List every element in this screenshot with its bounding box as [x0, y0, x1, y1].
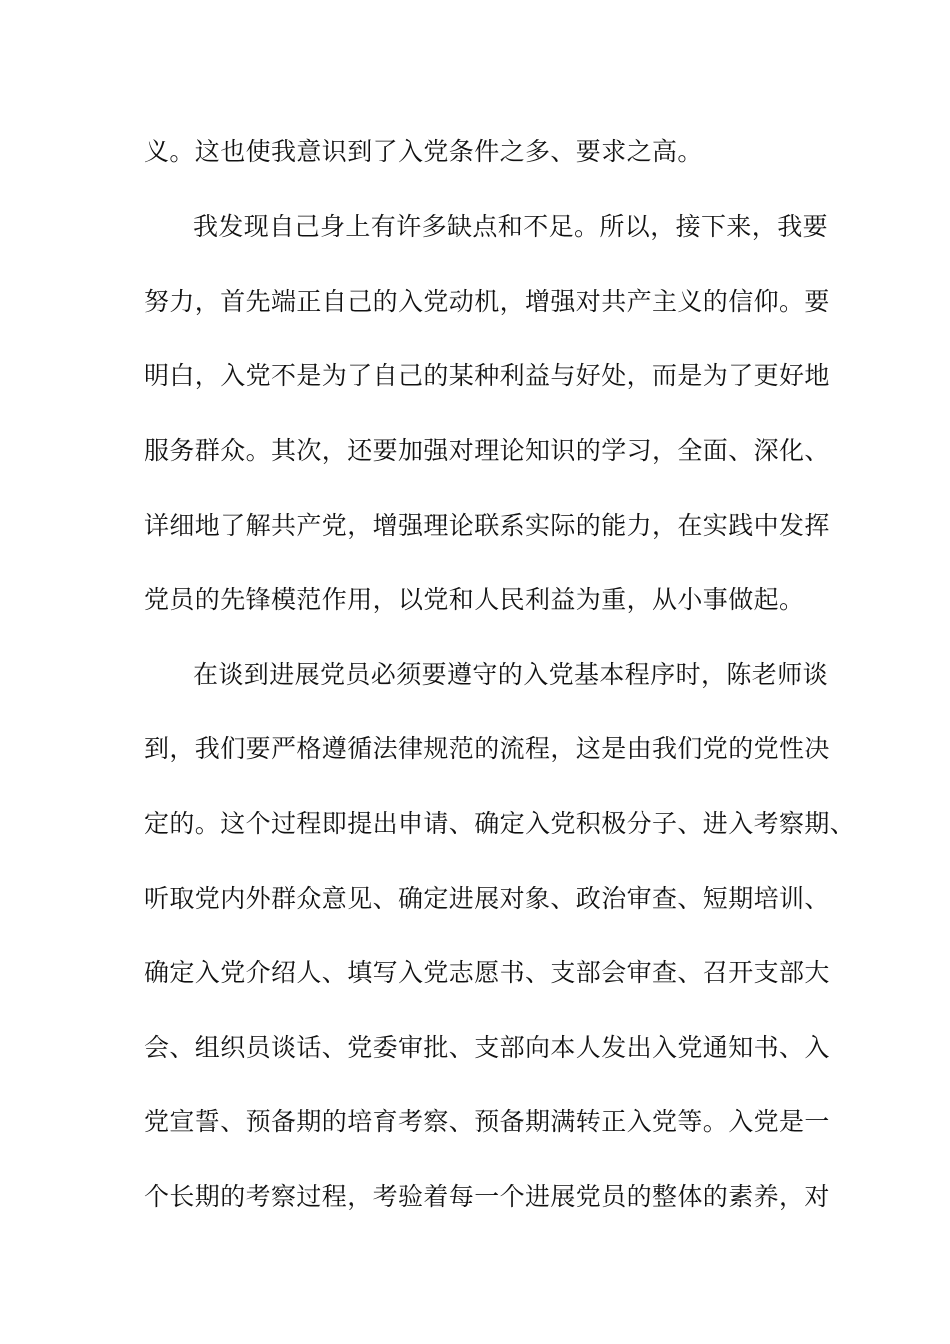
- text-line: 努力，首先端正自己的入党动机，增强对共产主义的信仰。要: [144, 287, 830, 316]
- text-line: 会、组织员谈话、党委审批、支部向本人发出入党通知书、入: [144, 1033, 830, 1062]
- text-line: 义。这也使我意识到了入党条件之多、要求之高。: [144, 137, 703, 166]
- text-line: 详细地了解共产党，增强理论联系实际的能力，在实践中发挥: [144, 511, 830, 540]
- paragraph-first-line: 在谈到进展党员必须要遵守的入党基本程序时，陈老师谈: [193, 660, 829, 689]
- text-line: 个长期的考察过程，考验着每一个进展党员的整体的素养，对: [144, 1182, 830, 1211]
- paragraph-first-line: 我发现自己身上有许多缺点和不足。所以，接下来，我要: [193, 212, 829, 241]
- text-line: 确定入党介绍人、填写入党志愿书、支部会审查、召开支部大: [144, 958, 830, 987]
- text-line: 到，我们要严格遵循法律规范的流程，这是由我们党的党性决: [144, 734, 830, 763]
- text-line: 明白，入党不是为了自己的某种利益与好处，而是为了更好地: [144, 361, 830, 390]
- text-line: 党宣誓、预备期的培育考察、预备期满转正入党等。入党是一: [144, 1107, 830, 1136]
- text-line: 定的。这个过程即提出申请、确定入党积极分子、进入考察期、: [144, 809, 856, 838]
- text-line: 党员的先锋模范作用，以党和人民利益为重，从小事做起。: [144, 585, 805, 614]
- text-line: 听取党内外群众意见、确定进展对象、政治审查、短期培训、: [144, 884, 830, 913]
- text-line: 服务群众。其次，还要加强对理论知识的学习，全面、深化、: [144, 436, 830, 465]
